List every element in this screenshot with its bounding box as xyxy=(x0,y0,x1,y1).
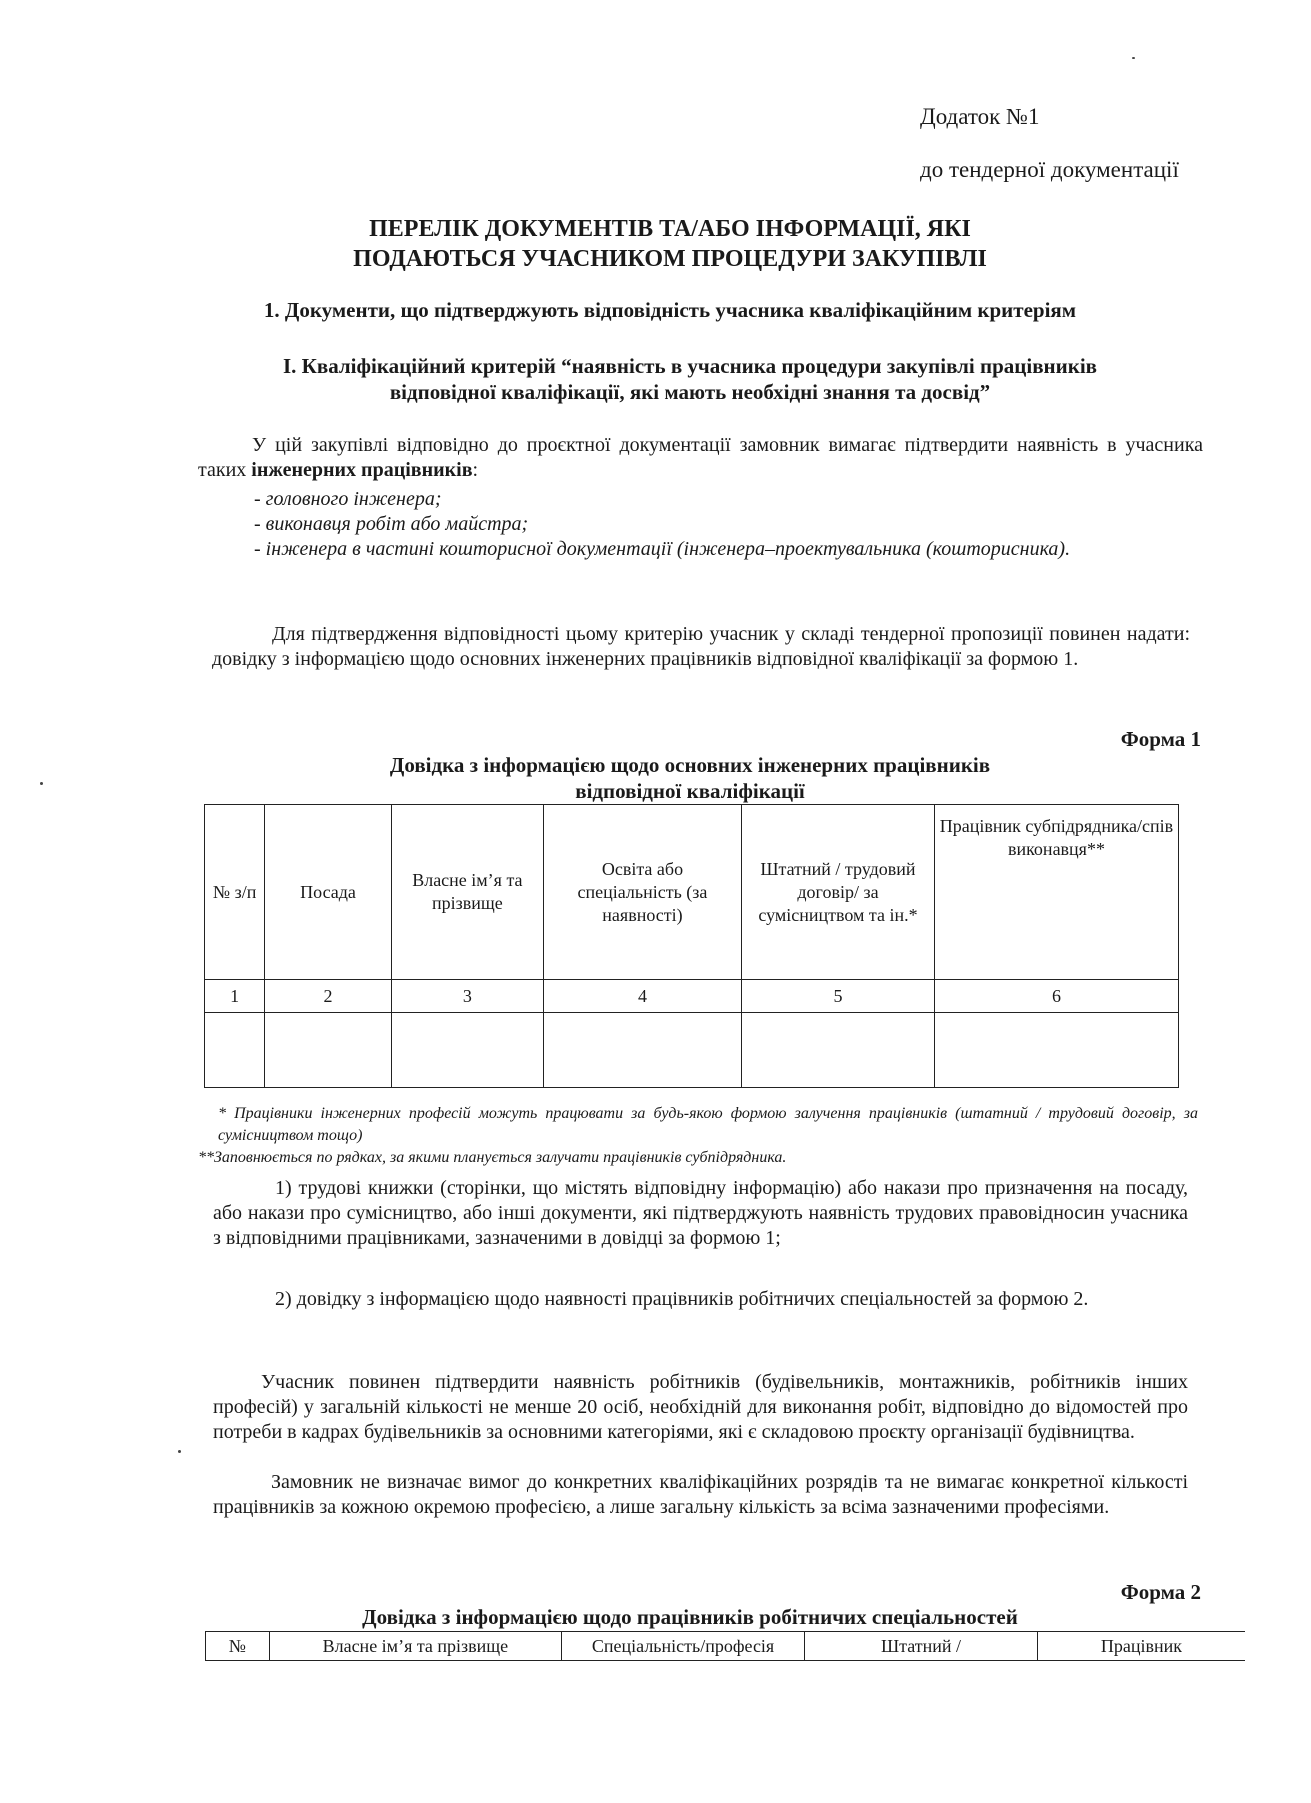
customer-paragraph: Замовник не визначає вимог до конкретних кваліфікаційних розрядів та не вимагає конкретної кількості працівників за кожною окремою професією, а лише загальну кількість за всіма зазначеними професіями. xyxy=(213,1471,1188,1518)
column-number-3: 3 xyxy=(391,980,543,1013)
header-employment: Штатний / трудовий договір/ за сумісництвом та ін.* xyxy=(742,805,935,980)
header-education: Освіта або спеціальність (за наявності) xyxy=(543,805,741,980)
form-1-label: Форма 1 xyxy=(1120,727,1201,751)
form-2-label: Форма 2 xyxy=(1120,1580,1201,1604)
section-1-heading: 1. Документи, що підтверджують відповідність учасника кваліфікаційним критеріям xyxy=(263,298,1077,322)
empty-cell xyxy=(205,1013,265,1088)
form-1-title-line-1: Довідка з інформацією щодо основних інженерних працівників xyxy=(389,753,991,777)
column-number-2: 2 xyxy=(265,980,392,1013)
workers-paragraph: Учасник повинен підтвердити наявність робітників (будівельників, монтажників, робітників інших професій) у загальній кількості не менше 20 осіб, необхідній для виконання робіт, відповідно до відомостей про потреби в кадрах будівельників за основними категоріями, які є складовою проєкту організації будівництва. xyxy=(213,1371,1188,1443)
criterion-line-2: відповідної кваліфікації, які мають необхідні знання та досвід” xyxy=(389,380,991,404)
header-subcontractor: Працівник субпідрядника/співвиконавця** xyxy=(934,805,1178,980)
header-number: № з/п xyxy=(205,805,265,980)
title-line-1: ПЕРЕЛІК ДОКУМЕНТІВ ТА/АБО ІНФОРМАЦІЇ, ЯКІ xyxy=(369,216,971,242)
staff-list xyxy=(198,487,1203,562)
annex-target: до тендерної документації xyxy=(920,157,1179,182)
title-line-2: ПОДАЮТЬСЯ УЧАСНИКОМ ПРОЦЕДУРИ ЗАКУПІВЛІ xyxy=(353,246,987,272)
intro-colon: : xyxy=(472,459,479,481)
staff-item-foreman: - виконавця робіт або майстра; xyxy=(254,513,529,535)
annex-number: Додаток №1 xyxy=(920,104,1040,129)
column-number-1: 1 xyxy=(205,980,265,1013)
empty-cell xyxy=(742,1013,935,1088)
column-number-6: 6 xyxy=(934,980,1178,1013)
criterion-heading xyxy=(240,353,1140,405)
item-2-paragraph: 2) довідку з інформацією щодо наявності працівників робітничих спеціальностей за формою 2. xyxy=(275,1288,1089,1310)
column-number-4: 4 xyxy=(543,980,741,1013)
table-header-row xyxy=(205,805,1179,980)
footnotes xyxy=(198,1103,1198,1169)
footnote-1: * Працівники інженерних професій можуть працювати за будь-якою формою залучення працівників (штатний / трудовий договір, за сумісництвом тощо) xyxy=(218,1105,1198,1144)
footnote-2: **Заповнюється по рядках, за якими планується залучати працівників субпідрядника. xyxy=(198,1149,787,1166)
table-row xyxy=(205,980,1179,1013)
item-1-paragraph: 1) трудові книжки (сторінки, що містять відповідну інформацію) або накази про призначення на посаду, або накази про сумісництво, або інші документи, які підтверджують наявність трудових правовідносин учасника з відповідними працівниками, зазначеними в довідці за формою 1; xyxy=(213,1177,1188,1249)
table-header-row xyxy=(206,1632,1246,1661)
intro-paragraph xyxy=(198,433,1203,483)
form-2-table xyxy=(205,1631,1245,1661)
empty-cell xyxy=(543,1013,741,1088)
column-number-5: 5 xyxy=(742,980,935,1013)
confirm-paragraph: Для підтвердження відповідності цьому критерію учасник у складі тендерної пропозиції повинен надати: довідку з інформацією щодо основних інженерних працівників відповідної кваліфікації за формою 1. xyxy=(212,623,1190,670)
form-1-title xyxy=(330,752,1050,804)
header-specialty: Спеціальність/професія xyxy=(562,1632,805,1661)
header-position: Посада xyxy=(265,805,392,980)
intro-bold: інженерних працівників xyxy=(251,459,473,481)
document-title xyxy=(200,214,1140,274)
form-1-title-line-2: відповідної кваліфікації xyxy=(575,779,805,803)
header-name: Власне ім’я та прізвище xyxy=(269,1632,561,1661)
form-2-title: Довідка з інформацією щодо працівників робітничих спеціальностей xyxy=(362,1605,1018,1629)
scan-speck xyxy=(40,782,43,785)
criterion-line-1: I. Кваліфікаційний критерій “наявність в учасника процедури закупівлі працівників xyxy=(282,354,1098,378)
form-1-table xyxy=(204,804,1179,1088)
header-name: Власне ім’я та прізвище xyxy=(391,805,543,980)
intro-text: У цій закупівлі відповідно до проєктної документації замовник вимагає підтвердити наявність в учасника таких xyxy=(198,434,1203,481)
header-worker: Працівник xyxy=(1037,1632,1245,1661)
header-number: № xyxy=(206,1632,270,1661)
scan-speck xyxy=(1132,57,1135,59)
empty-cell xyxy=(265,1013,392,1088)
table-row xyxy=(205,1013,1179,1088)
staff-item-chief-engineer: - головного інженера; xyxy=(254,488,442,510)
staff-item-estimator: - інженера в частині кошторисної документації (інженера–проектувальника (кошторисника). xyxy=(254,538,1071,560)
header-employment: Штатний / xyxy=(805,1632,1038,1661)
empty-cell xyxy=(934,1013,1178,1088)
empty-cell xyxy=(391,1013,543,1088)
scan-speck xyxy=(178,1450,181,1453)
